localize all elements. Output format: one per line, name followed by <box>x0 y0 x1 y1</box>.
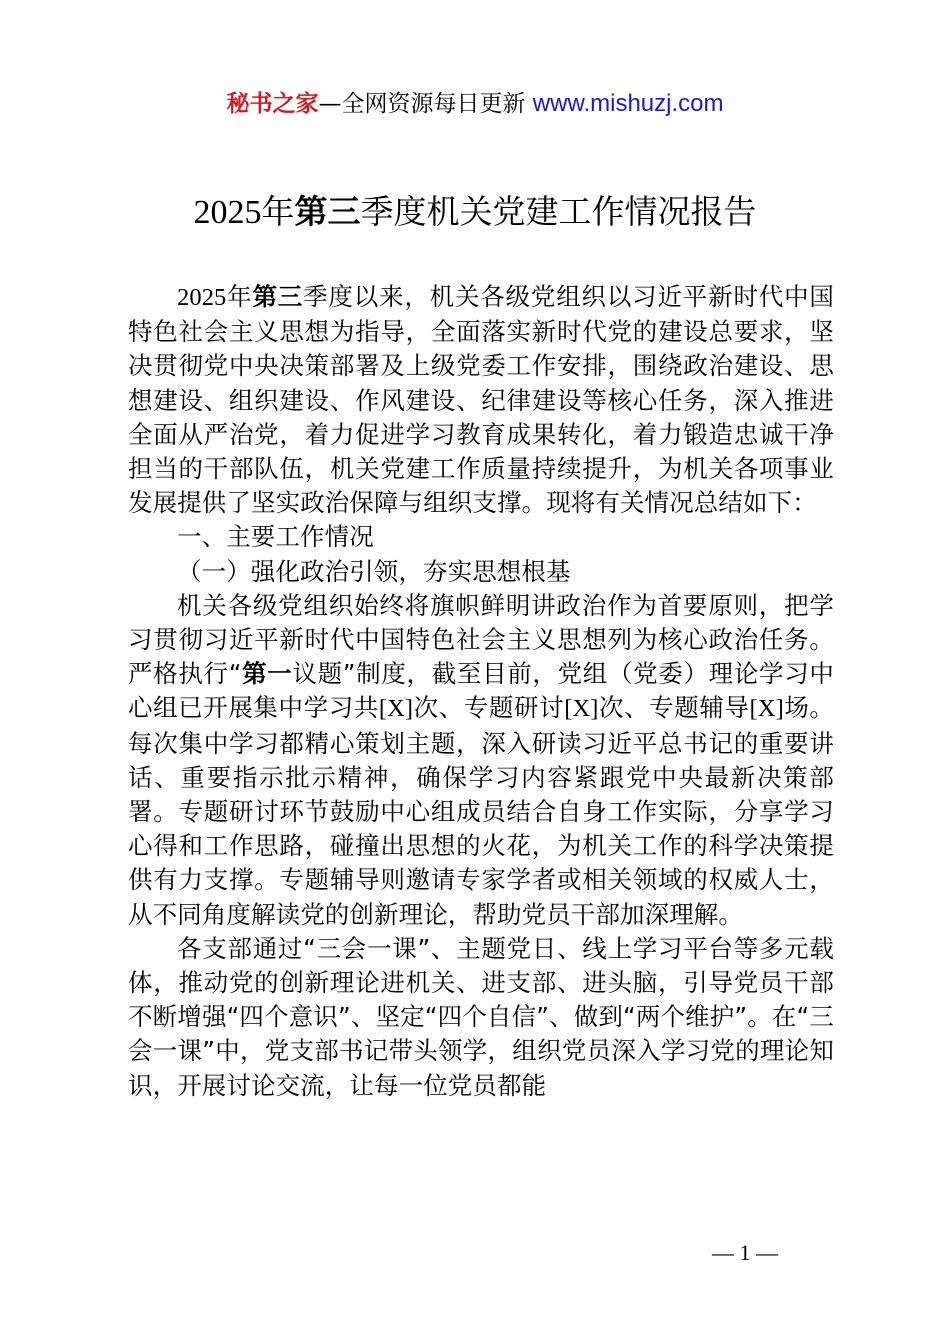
intro-year: 2025 <box>177 284 227 311</box>
p1-bold: 第一 <box>241 659 293 689</box>
title-bold: 第三 <box>294 192 361 231</box>
intro-paragraph <box>128 280 834 520</box>
body-paragraph-2: 各支部通过“三会一课”、主题党日、线上学习平台等多元载体，推动党的创新理论进机关、进支部、进头脑，引导党员干部不断增强“四个意识”、坚定“四个自信”、做到“两个维护”。在“三会一课”中，党支部书记带头领学，组织党员深入学习党的理论知识，开展讨论交流，让每一位党员都能 <box>128 933 834 1100</box>
page-number: — 1 — <box>712 1240 778 1265</box>
document-body <box>128 280 834 1103</box>
title-part1: 年 <box>261 192 295 231</box>
p1-text-b: 议题”制度，截至目前，党组（党委）理论学习中心组已开展集中学习共 <box>128 659 834 723</box>
body-paragraph-1 <box>128 589 834 932</box>
p1-text-e: 场。每次集中学习都精心策划主题，深入研读习近平总书记的重要讲话、重要指示批示精神，确保学习内容紧跟党中央最新决策部署。专题研讨环节鼓励中心组成员结合自身工作实际，分享学习心得和工作思路，碰撞出思想的火花，为机关工作的科学决策提供有力支撑。专题辅导则邀请专家学者或相关领域的权威人士，从不同角度解读党的创新理论，帮助党员干部加深理解。 <box>128 693 835 929</box>
p1-text-d: 次、专题辅导 <box>598 693 750 723</box>
site-header <box>0 88 950 120</box>
document-title <box>0 190 950 235</box>
p1-placeholder-3: [X] <box>749 695 784 723</box>
intro-text-b: 季度以来，机关各级党组织以习近平新时代中国特色社会主义思想为指导，全面落实新时代党的建设总要求，坚决贯彻党中央决策部署及上级党委工作安排，围绕政治建设、思想建设、组织建设、作风建设、纪律建设等核心任务，深入推进全面从严治党，着力促进学习教育成果转化，着力锻造忠诚干净担当的干部队伍，机关党建工作质量持续提升，为机关各项事业发展提供了坚实政治保障与组织支撑。现将有关情况总结如下： <box>128 282 834 518</box>
section-heading-1-1: （一）强化政治引领，夯实思想根基 <box>177 556 571 586</box>
site-url-link[interactable]: www.mishuzj.com <box>532 90 724 117</box>
site-tagline: —全网资源每日更新 <box>318 91 533 117</box>
p1-text-a: 机关各级党组织始终将旗帜鲜明讲政治作为首要原则，把学习贯彻习近平新时代中国特色社会主义思想列为核心政治任务。严格执行“ <box>128 590 834 689</box>
p1-text-c: 次、专题研讨 <box>413 693 565 723</box>
site-brand: 秘书之家 <box>226 91 319 117</box>
title-year: 2025 <box>193 194 262 231</box>
title-part2: 季度机关党建工作情况报告 <box>360 192 757 231</box>
p1-placeholder-1: [X] <box>378 695 414 723</box>
intro-text-a: 年 <box>226 282 253 311</box>
p1-placeholder-2: [X] <box>564 695 599 723</box>
intro-bold: 第三 <box>252 282 304 311</box>
section-heading-1: 一、主要工作情况 <box>177 522 374 552</box>
